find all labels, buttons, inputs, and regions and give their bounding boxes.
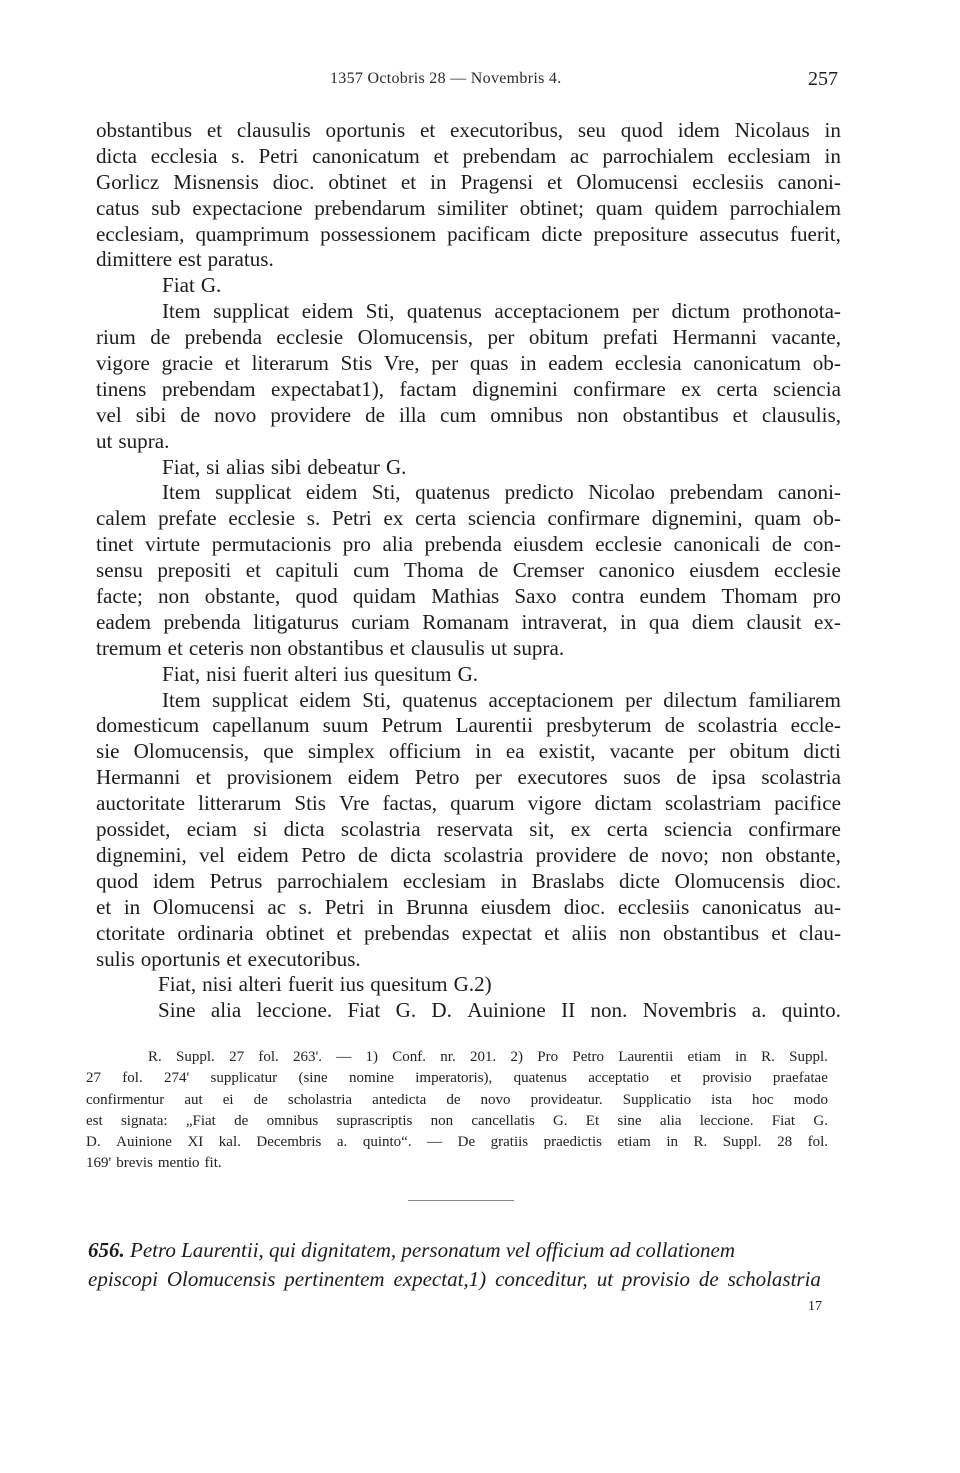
signature-mark: 17 xyxy=(808,1299,822,1314)
body-line: Sine alia leccione. Fiat G. D. Auinione II non. Novembris a. quinto. xyxy=(158,998,841,1023)
body-line: obstantibus et clausulis oportunis et executoribus, seu quod idem Nicolaus in xyxy=(96,118,841,142)
entry-heading-line-1 xyxy=(88,1236,821,1265)
footnote-line: confirmentur aut ei de scholastria antedicta de novo provideatur. Supplicatio ista hoc modo xyxy=(86,1091,828,1108)
footnotes xyxy=(86,1047,828,1175)
body-line: quod idem Petrus parrochialem ecclesiam in Braslabs dicte Olomucensis dioc. xyxy=(96,868,841,893)
body-line: Hermanni et provisionem eidem Petro per executores suos de ipsa scolastria xyxy=(96,765,841,790)
entry-number: 656. xyxy=(88,1238,125,1262)
body-line: eadem prebenda litigaturus curiam Romanam intraverat, in qua diem clausit ex- xyxy=(96,609,841,634)
body-line: tinens prebendam expectabat1), factam dignemini confirmare ex certa sciencia xyxy=(96,376,841,401)
entry-heading xyxy=(88,1236,821,1294)
body-line: vigore gracie et literarum Stis Vre, per quas in eadem ecclesia canonicatum ob- xyxy=(96,351,841,376)
body-line: auctoritate litterarum Stis Vre factas, quarum vigore dictam scolastriam pacifice xyxy=(96,791,841,816)
page-number: 257 xyxy=(808,68,838,90)
body-line: ctoritate ordinaria obtinet et prebendas expectat et aliis non obstantibus et clau- xyxy=(96,920,841,945)
body-line: sensu prepositi et capituli cum Thoma de Cremser canonico eiusdem ecclesie xyxy=(96,558,841,583)
body-line: Item supplicat eidem Sti, quatenus predicto Nicolao prebendam canoni- xyxy=(162,480,841,505)
body-line: dignemini, vel eidem Petro de dicta scolastria providere de novo; non obstante, xyxy=(96,842,841,867)
footnote-line: est signata: „Fiat de omnibus suprascriptis non cancellatis G. Et sine alia leccione. Fiat G. xyxy=(86,1112,828,1129)
body-line: tinet virtute permutacionis pro alia prebenda eiusdem ecclesie canonicali de con- xyxy=(96,532,841,557)
body-line: Item supplicat eidem Sti, quatenus acceptacionem per dilectum familiarem xyxy=(162,687,841,712)
body-text xyxy=(96,118,841,1024)
body-line: catus sub expectacione prebendarum similiter obtinet; quam quidem parrochialem xyxy=(96,195,841,220)
section-separator xyxy=(408,1200,514,1201)
body-line: Fiat, nisi alteri fuerit ius quesitum G.2) xyxy=(158,972,492,997)
body-line: sulis oportunis et executoribus. xyxy=(96,946,361,971)
body-line: Item supplicat eidem Sti, quatenus acceptacionem per dictum prothonota- xyxy=(162,299,841,324)
footnote-line: R. Suppl. 27 fol. 263'. — 1) Conf. nr. 201. 2) Pro Petro Laurentii etiam in R. Suppl. xyxy=(148,1049,828,1065)
body-line: Fiat, si alias sibi debeatur G. xyxy=(162,454,407,479)
footnote-line: 169' brevis mentio fit. xyxy=(86,1155,222,1172)
body-line: tremum et ceteris non obstantibus et clausulis ut supra. xyxy=(96,635,565,660)
body-line: facte; non obstante, quod quidam Mathias Saxo contra eundem Thomam pro xyxy=(96,584,841,609)
body-line: rium de prebenda ecclesie Olomucensis, per obitum prefati Hermanni vacante, xyxy=(96,325,841,350)
body-line: ut supra. xyxy=(96,428,170,453)
footnote-line: 27 fol. 274' supplicatur (sine nomine imperatoris), quatenus acceptatio et provisio praefatae xyxy=(86,1070,828,1087)
body-line: ecclesiam, quamprimum possessionem pacificam dicte prepositure assecutus fuerit, xyxy=(96,221,841,246)
body-line: vel sibi de novo providere de illa cum omnibus non obstantibus et clausulis, xyxy=(96,402,841,427)
entry-heading-line-2: episcopi Olomucensis pertinentem expectat,1) conceditur, ut provisio de scholastria xyxy=(88,1267,821,1291)
body-line: possidet, eciam si dicta scolastria reservata sit, ex certa sciencia confirmare xyxy=(96,817,841,842)
footnote-line: D. Auinione XI kal. Decembris a. quinto“. — De gratiis praedictis etiam in R. Suppl. 28 fol. xyxy=(86,1134,828,1151)
body-line: et in Olomucensi ac s. Petri in Brunna eiusdem dioc. ecclesiis canonicatus au- xyxy=(96,894,841,919)
body-line: Fiat, nisi fuerit alteri ius quesitum G. xyxy=(162,661,479,686)
running-title: 1357 Octobris 28 — Novembris 4. xyxy=(330,70,562,87)
body-line: dicta ecclesia s. Petri canonicatum et prebendam ac parrochialem ecclesiam in xyxy=(96,143,841,168)
body-line: calem prefate ecclesie s. Petri ex certa sciencia confirmare dignemini, quam ob- xyxy=(96,506,841,531)
body-line: Fiat G. xyxy=(162,273,222,298)
body-line: domesticum capellanum suum Petrum Laurentii presbyterum de scolastria eccle- xyxy=(96,713,841,738)
entry-heading-text-1: Petro Laurentii, qui dignitatem, personatum vel officium ad collationem xyxy=(130,1238,736,1262)
body-line: sie Olomucensis, que simplex officium in ea existit, vacante per obitum dicti xyxy=(96,739,841,764)
body-line: Gorlicz Misnensis dioc. obtinet et in Pragensi et Olomucensi ecclesiis canoni- xyxy=(96,169,841,194)
body-line: dimittere est paratus. xyxy=(96,247,274,272)
